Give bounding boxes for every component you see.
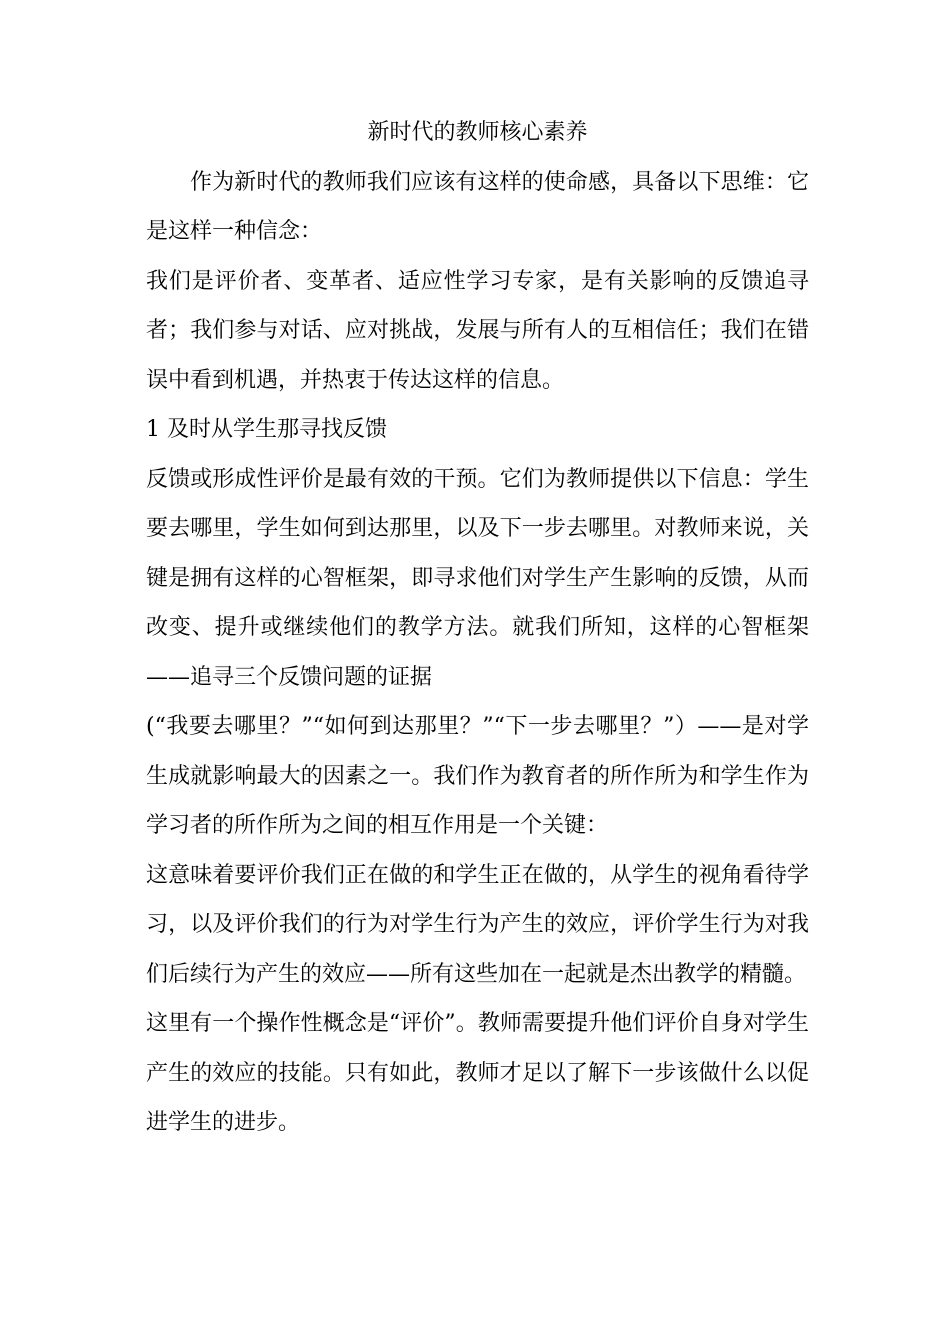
intro-paragraph: 作为新时代的教师我们应该有这样的使命感，具备以下思维：它是这样一种信念： [146,169,809,244]
document-body [146,108,809,1148]
feedback-paragraph: 反馈或形成性评价是最有效的干预。它们为教师提供以下信息：学生要去哪里，学生如何到达那里，以及下一步去哪里。对教师来说，关键是拥有这样的心智框架，即寻求他们对学生产生影响的反馈，从而改变、提升或继续他们的教学方法。就我们所知，这样的心智框架——追寻三个反馈问题的证据 [146,466,809,690]
section-heading: 1 及时从学生那寻找反馈 [146,417,387,442]
evaluation-paragraph: 这意味着要评价我们正在做的和学生正在做的，从学生的视角看待学习，以及评价我们的行为对学生行为产生的效应，评价学生行为对我们后续行为产生的效应——所有这些加在一起就是杰出教学的精髓。 [146,862,809,987]
document-title: 新时代的教师核心素养 [367,120,588,145]
questions-paragraph: (“我要去哪里？”“如何到达那里？”“下一步去哪里？”）——是对学生成就影响最大的因素之一。我们作为教育者的所作所为和学生作为学习者的所作所为之间的相互作用是一个关键： [146,714,809,838]
concept-paragraph: 这里有一个操作性概念是“评价”。教师需要提升他们评价自身对学生产生的效应的技能。只有如此，教师才足以了解下一步该做什么以促进学生的进步。 [146,1011,809,1135]
beliefs-paragraph: 我们是评价者、变革者、适应性学习专家，是有关影响的反馈追寻者；我们参与对话、应对挑战，发展与所有人的互相信任；我们在错误中看到机遇，并热衷于传达这样的信息。 [146,268,809,393]
